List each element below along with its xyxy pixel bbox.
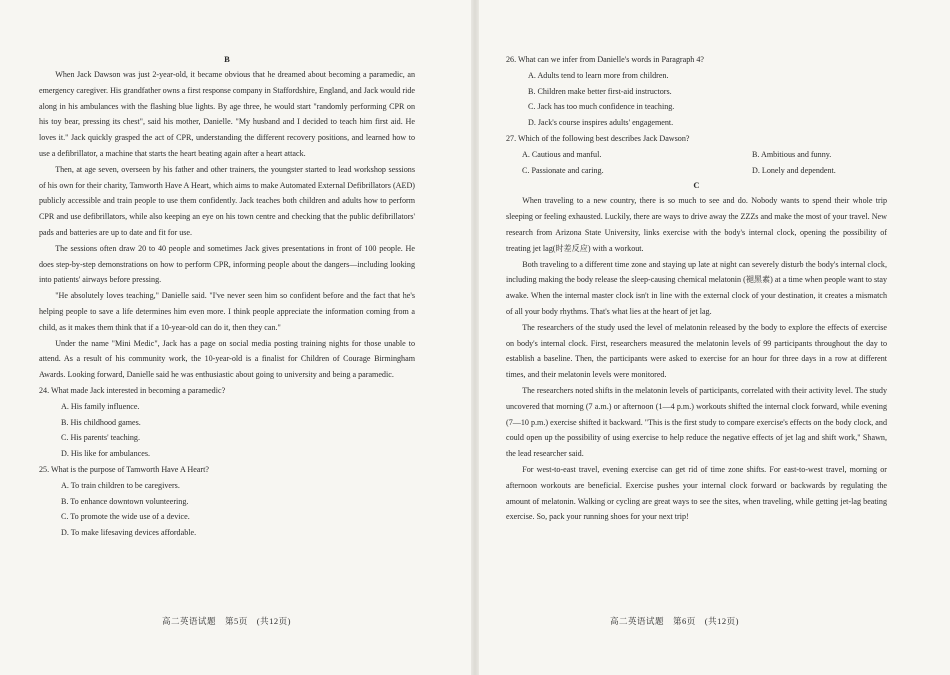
question-24-option-b: B. His childhood games. bbox=[61, 417, 141, 427]
passage-c-paragraph-2: Both traveling to a different time zone and staying up late at night can severely disturb the body's internal clock, including making the body release the sleep-causing chemical melatonin (褪黑素) at a time when people want to stay awake. When the internal master clock isn't in line with the external clock of your destination, it creates a mismatch of all your body rhythms. That's what lies at the heart of jet lag. bbox=[506, 259, 887, 316]
question-27-option-d: D. Lonely and dependent. bbox=[752, 165, 836, 175]
question-26-option-b: B. Children make better first-aid instructors. bbox=[528, 86, 672, 96]
page-gutter bbox=[471, 0, 479, 675]
question-24-stem: 24. What made Jack interested in becoming a paramedic? bbox=[39, 385, 226, 395]
question-25-option-d: D. To make lifesaving devices affordable. bbox=[61, 528, 197, 538]
passage-b-paragraph-2: Then, at age seven, overseen by his father and other trainers, the youngster started to lead workshop sessions of his own for their charity, Tamworth Have A Heart, which aims to make Automated External Defibrillators (AED) publicly accessible and train people to use them confidently. Jack teaches both children and adults how to perform CPR and use defibrillators, while also keeping an eye on his town centre and checking that the public defibrillators' pads and batteries are up to date and fit for use. bbox=[39, 164, 415, 237]
question-24-option-c: C. His parents' teaching. bbox=[61, 433, 141, 443]
passage-b-paragraph-3: The sessions often draw 20 to 40 people and sometimes Jack gives presentations in front of 100 people. He does step-by-step demonstrations on how to perform CPR, informing people about the dangers—including looking into patients' airways before pressing. bbox=[39, 243, 415, 285]
question-25-option-a: A. To train children to be caregivers. bbox=[61, 480, 180, 490]
question-24-option-a: A. His family influence. bbox=[61, 401, 140, 411]
left-column bbox=[39, 52, 415, 541]
passage-b-paragraph-4: "He absolutely loves teaching," Danielle said. "I've never seen him so confident before and the fact that he's helping people to save a life determines him even more. I think people appreciate the information coming from a child, as it makes them think that if a 10-year-old can do it, then they can." bbox=[39, 291, 415, 332]
question-25-option-c: C. To promote the wide use of a device. bbox=[61, 512, 190, 522]
question-26-option-a: A. Adults tend to learn more from children. bbox=[528, 70, 669, 80]
question-27-option-a: A. Cautious and manful. bbox=[522, 149, 602, 159]
question-27-stem: 27. Which of the following best describes Jack Dawson? bbox=[506, 133, 690, 143]
section-title-b: B bbox=[224, 54, 230, 64]
passage-c-paragraph-3: The researchers of the study used the level of melatonin released by the body to explore the effects of exercise on body's internal clock. First, researchers measured the melatonin levels of 99 participants throughout the day to establish a baseline. Then, the participants were asked to exercise for an hour for three days in a row at different times, and their melatonin levels were monitored. bbox=[506, 322, 887, 380]
passage-b-paragraph-1: When Jack Dawson was just 2-year-old, it became obvious that he dreamed about becoming a paramedic, an emergency caregiver. His grandfather owns a first response company in Staffordshire, England, and Jack would ride along in his ambulances with the flashing blue lights. By age three, he would start "randomly performing CPR on his toy bear, pressing its chest", said his mother, Danielle. "My husband and I decided to teach him first aid. He loves it." Jack quickly grasped the act of CPR, understanding the different recovery positions, and learned how to use a defibrillator, a machine that starts the heart beating again after a heart attack. bbox=[39, 70, 415, 158]
right-column bbox=[506, 52, 887, 525]
question-27-option-b: B. Ambitious and funny. bbox=[752, 149, 832, 159]
passage-c-paragraph-5: For west-to-east travel, evening exercise can get rid of time zone shifts. For east-to-west travel, morning or afternoon workouts are beneficial. Exercise pushes your internal clock forward or backwards by regulating the amount of melatonin. Walking or cycling are great ways to see the sites, when traveling, while getting jet-lag beating exercise. So, pack your running shoes for your next trip! bbox=[506, 464, 887, 522]
section-title-c: C bbox=[693, 180, 700, 191]
question-26-stem: 26. What can we infer from Danielle's words in Paragraph 4? bbox=[506, 55, 704, 64]
question-26-option-c: C. Jack has too much confidence in teaching. bbox=[528, 102, 675, 112]
passage-b-paragraph-5: Under the name "Mini Medic", Jack has a page on social media posting training nights for those unable to attend. As a result of his community work, the 10-year-old is a finalist for Children of Courage Birmingham Awards. Looking forward, Danielle said he was enthusiastic about going to university and being a paramedic. bbox=[39, 338, 415, 380]
question-25-option-b: B. To enhance downtown volunteering. bbox=[61, 496, 189, 506]
passage-c-paragraph-1: When traveling to a new country, there is so much to see and do. Nobody wants to spend their whole trip sleeping or feeling exhausted. Luckily, there are ways to drive away the ZZZs and make the most of your travel. New research from Arizona State University, links exercise with the body's internal clock, opening the possibility of treating jet lag(时差反应) with a workout. bbox=[506, 196, 887, 253]
page-footer-right: 高二英语试题 第6页 (共12页) bbox=[610, 616, 739, 626]
question-24-option-d: D. His like for ambulances. bbox=[61, 449, 151, 459]
question-26-option-d: D. Jack's course inspires adults' engagement. bbox=[528, 118, 674, 128]
question-27-option-c: C. Passionate and caring. bbox=[522, 165, 604, 175]
passage-c-paragraph-4: The researchers noted shifts in the melatonin levels of participants, correlated with their activity level. The study uncovered that morning (7 a.m.) or afternoon (1—4 p.m.) workouts shifted the internal clock forward, while evening (7—10 p.m.) exercise shifted it backward. "This is the first study to compare exercise's effects on the body clock, and could open up the possibility of using exercise to help reduce the negative effects of jet lag and shift work," Shawn, the lead researcher said. bbox=[506, 385, 887, 459]
question-27-options bbox=[506, 147, 887, 179]
question-25-stem: 25. What is the purpose of Tamworth Have A Heart? bbox=[39, 464, 209, 474]
page-footer-left: 高二英语试题 第5页 (共12页) bbox=[162, 616, 291, 626]
